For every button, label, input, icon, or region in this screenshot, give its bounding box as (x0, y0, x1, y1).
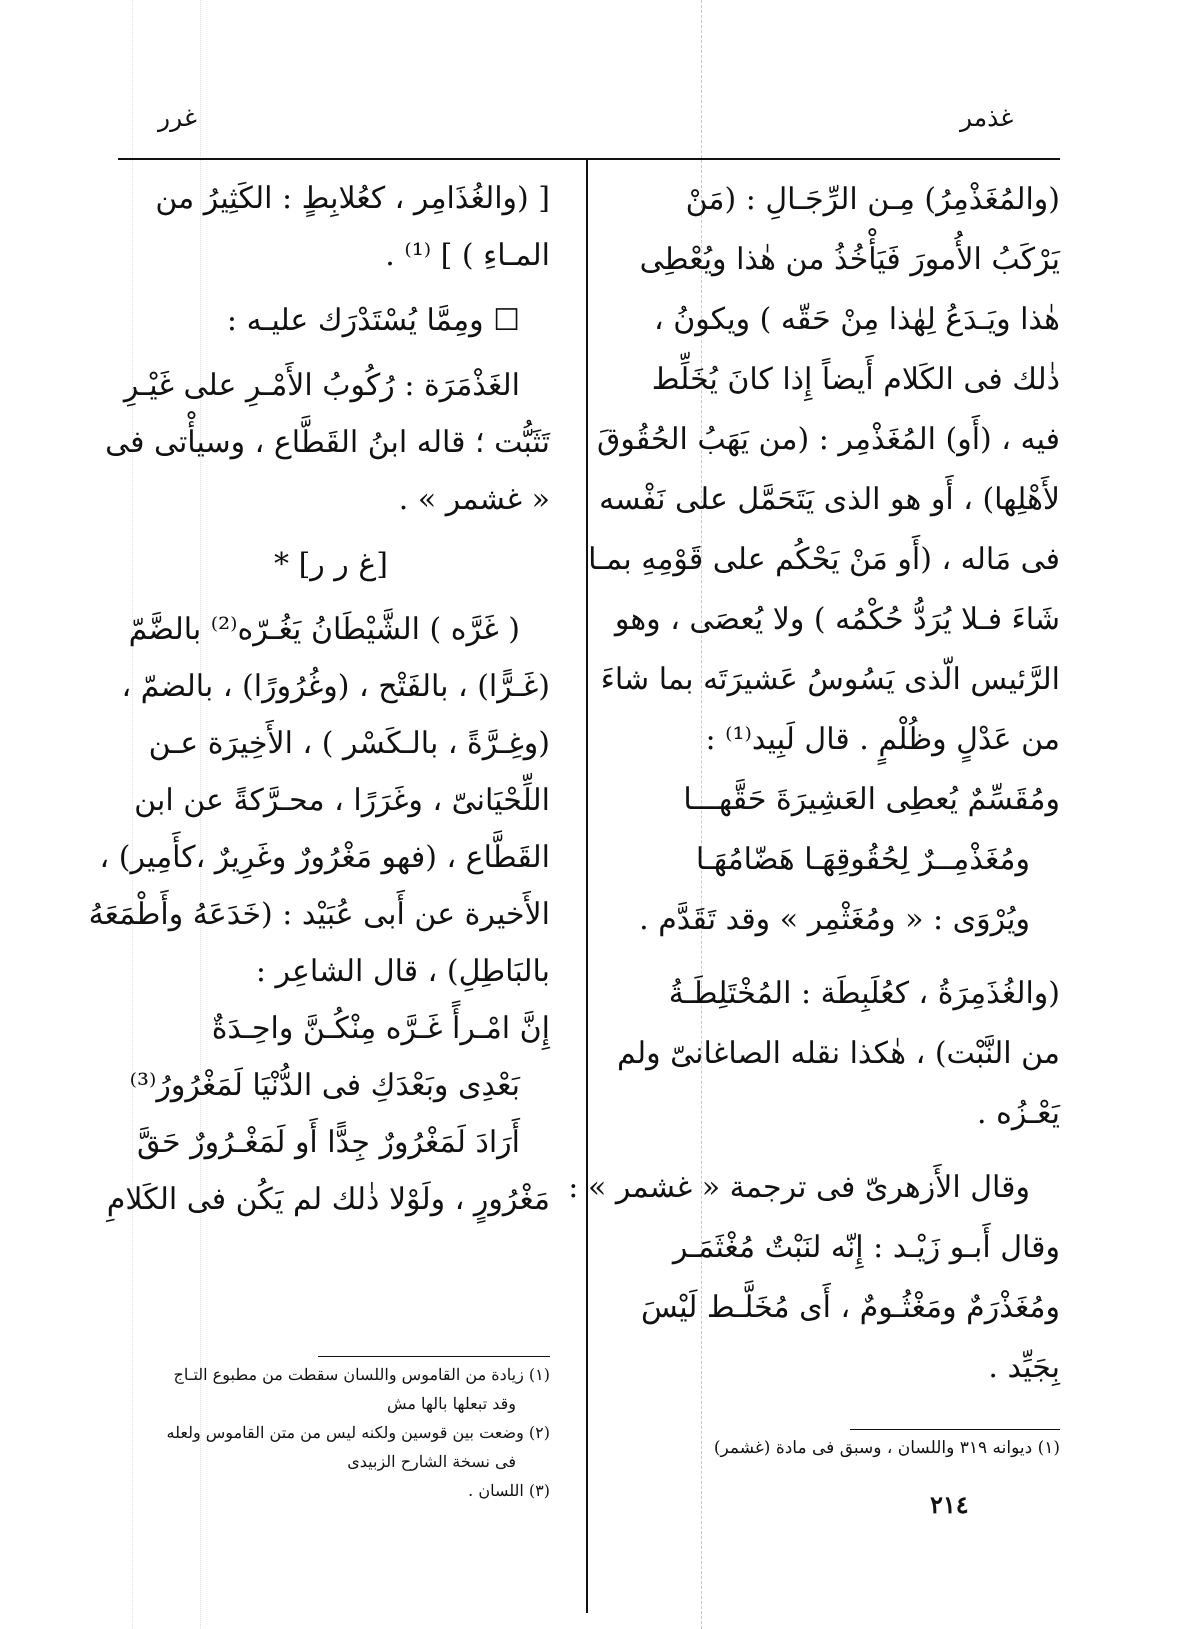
footnote: (١) زيادة من القاموس واللسان سقطت من مطبوع التـاج (173, 1365, 550, 1384)
text-line: الرَّئيس الّذى يَسُوسُ عَشيرَتَه بما شاءَ (600, 662, 1060, 697)
footnote: (١) ديوانه ٣١٩ واللسان ، وسبق فى مادة (غشمر) (713, 1438, 1060, 1458)
text-line: هٰذا ويَـدَعُ لِهٰذا مِنْ حَقّه ) ويكونُ ، (653, 302, 1060, 337)
text-line: ويُرْوَى : « ومُغَثْمِر » وقد تَقَدَّم . (639, 902, 1030, 937)
text-line: المـاءِ ) ] ⁽¹⁾ . (385, 238, 550, 273)
text-line: فى مَاله ، (أَو مَنْ يَحْكُم على قَوْمِهِ بمـا (588, 542, 1060, 577)
footnote: (٣) اللسان . (468, 1481, 550, 1500)
text-line: [ (والغُذَامِر ، كعُلابِطٍ : الكَثِيرُ من (155, 181, 550, 216)
text-line: الأَخيرة عن أَبى عُبَيْد : (خَدَعَهُ وأَطْمَعَهُ (88, 897, 550, 932)
text-line: (غَـرًّا) ، بالفَتْح ، (وغُرُورًا) ، بالضمّ ، (121, 669, 550, 704)
text-line: من النَّبْت) ، هٰكذا نقله الصاغانىّ ولم (617, 1036, 1060, 1071)
text-line: ( غَرَّه ) الشَّيْطَانُ يَغُـرّه⁽²⁾ بالضَّمّ (128, 612, 520, 647)
verse-line: ومُغَذْمِــرٌ لِحُقُوقِهَـا هَضّامُهَـا (695, 842, 1030, 877)
text-line: مَغْرُورٍ ، ولَوْلا ذٰلك لم يَكُن فى الكَلامِ (106, 1182, 550, 1217)
text-line: وقال أَبـو زَيْـد : إِنّه لنَبْتٌ مُغْثَمَـر (672, 1230, 1060, 1265)
text-line: يَرْكَبُ الأُمورَ فَيَأْخُذُ من هٰذا ويُعْطِى (639, 242, 1060, 277)
header-right-word: غذمر (960, 103, 1014, 132)
text-line: ذٰلك فى الكَلام أَيضاً إِذا كانَ يُخَلِّط (651, 362, 1060, 397)
text-line: وقال الأَزهرىّ فى ترجمة « غشمر » : (568, 1170, 1030, 1205)
footnote-rule (850, 1429, 1060, 1430)
footnotes-left (112, 1360, 550, 1505)
text-line: اللِّحْيَانىّ ، وغَرَرًا ، محـرَّكةً عن ابن (134, 783, 550, 818)
text-line: فيه ، (أَو) المُغَذْمِر : (من يَهَبُ الحُقُوقَ (597, 422, 1060, 457)
text-line: يَعْـزُه . (977, 1096, 1060, 1131)
text-line: القَطَّاع ، (فهو مَغْرُورٌ وغَرِيرٌ ،كأَمِير) ، (99, 840, 550, 875)
verse-line: إِنَّ امْـرأً غَـرَّه مِنْكُـنَّ واحِـدَةٌ (211, 1011, 550, 1046)
text-line: (والغُذَمِرَةُ ، كعُلَبِطَة : المُخْتَلِطَـةُ (668, 976, 1060, 1011)
right-column (568, 170, 1060, 1398)
footnote-rule (318, 1356, 550, 1357)
text-line: ☐ ومِمَّا يُسْتَدْرَك عليـه : (226, 303, 520, 338)
footnote: فى نسخة الشارح الزبيدى (347, 1452, 516, 1471)
footnote: (٢) وضعت بين قوسين ولكنه ليس من متن القاموس ولعله (166, 1423, 550, 1442)
header-rule (118, 158, 1060, 160)
text-line: من عَدْلٍ وظُلْمٍ . قال لَبِيد⁽¹⁾ : (705, 722, 1060, 757)
text-line: شَاءَ فـلا يُرَدُّ حُكْمُه ) ولا يُعصَى ، وهو (614, 602, 1060, 637)
footnote: وقد تبعلها بالها مش (387, 1394, 516, 1413)
text-line: بالبَاطِلِ) ، قال الشاعِر : (255, 954, 550, 989)
text-line: لأَهْلِها) ، أَو هو الذى يَتَحَمَّل على نَفْسه (599, 482, 1060, 517)
text-line: ومُغَذْرَمٌ ومَغْثُـومٌ ، أَى مُخَلَّـط لَيْسَ (640, 1290, 1060, 1325)
text-line: بِجَيِّد . (988, 1350, 1060, 1385)
text-line: تَثَبُّت ؛ قاله ابنُ القَطَّاع ، وسيأْتى فى (105, 425, 550, 460)
footnotes-right (620, 1433, 1060, 1463)
text-line: أَرَادَ لَمَغْرُورٌ جِدًّا أَو لَمَغْـرُورٌ حَقَّ (137, 1125, 520, 1160)
column-separator (586, 158, 588, 1613)
left-column (88, 170, 550, 1228)
page-number: ٢١٤ (930, 1490, 969, 1519)
text-line: الغَذْمَرَة : رُكُوبُ الأَمْـرِ على غَيْـرِ (123, 368, 520, 403)
verse-line: بَعْدِى وبَعْدَكِ فى الدُّنْيَا لَمَغْرُورُ⁽³⁾ (129, 1068, 520, 1103)
text-line: (والمُغَذْمِرُ) مِـن الرِّجَـالِ : (مَنْ (685, 182, 1060, 217)
header-left-word: غرر (158, 103, 197, 132)
verse-line: ومُقَسِّمٌ يُعطِى العَشِيرَةَ حَقَّهـــا (683, 782, 1060, 817)
entry-heading: [غ ر ر] * (274, 547, 388, 582)
text-line: « غشمر » . (398, 482, 550, 517)
text-line: (وغِـرَّةً ، بالـكَسْر ) ، الأَخِيرَة عـن (148, 726, 550, 761)
